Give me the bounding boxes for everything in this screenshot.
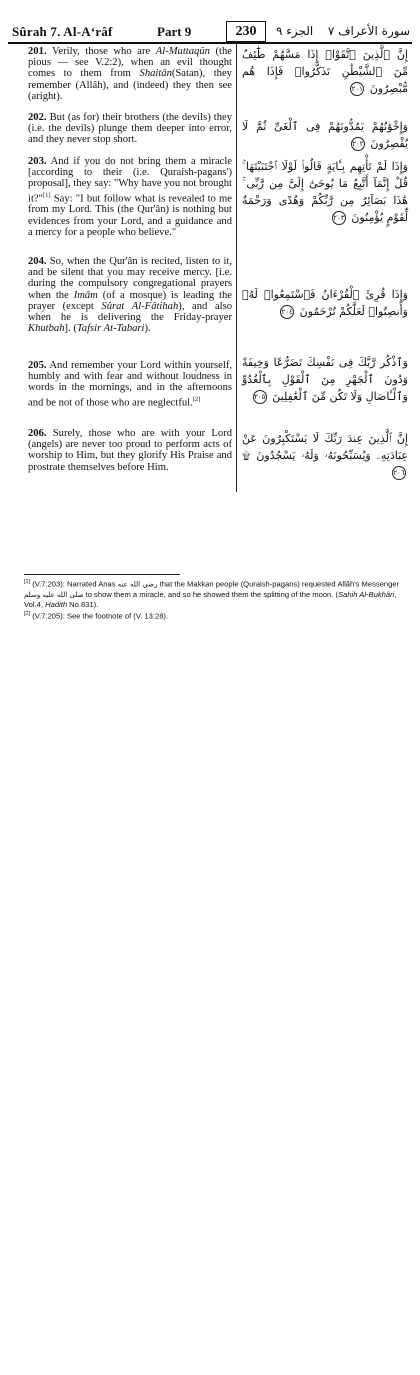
verse-text: ), and also when he is delivering the Friday-prayer xyxy=(28,300,233,324)
verse-text: ). xyxy=(144,323,151,335)
footnote-text: (V.7:205): See the footnote of (V. 13:28). xyxy=(32,611,169,621)
footnote-text: that the Makkan people (Quraish-pagans) requested Allâh's Messenger xyxy=(157,579,400,589)
footnote-source: Sahih Al-Bukhâri xyxy=(338,589,395,599)
verse-term: Sûrat Al-Fâtihah xyxy=(101,300,179,312)
english-verse-201 xyxy=(28,46,232,102)
arabic-verse-204 xyxy=(242,286,408,320)
verse-number: 205. xyxy=(28,360,47,371)
verse-number: 206. xyxy=(28,428,47,439)
arabic-juz-label: الجزء ٩ xyxy=(276,24,314,38)
arabic-verse-text: وَإِذَا لَمْ تَأْتِهِم بِـَٔايَةٍ قَالُوا۟ لَوْلَا ٱجْتَبَيْتَهَا ۚ قُلْ إِنَّمَآ أَتَّبِعُ مَا يُوحَىٰٓ إِلَىَّ مِن رَّبِّى ۚ هَٰذَا بَصَآئِرُ مِن رَّبِّكُمْ وَهُدًى وَرَحْمَةٌ لِّقَوْمٍ يُؤْمِنُونَ xyxy=(242,160,408,224)
verse-end-mark: ٢٠٤ xyxy=(280,305,294,319)
arabic-surah-title: سورة الأعراف ٧ xyxy=(327,24,410,38)
footnote-rule xyxy=(24,574,180,575)
arabic-verse-205 xyxy=(242,354,408,405)
footnote-1 xyxy=(24,578,404,610)
verse-number: 201. xyxy=(28,46,47,57)
page-number: 230 xyxy=(226,21,266,42)
footnote-ref: [2] xyxy=(192,395,201,403)
verse-term: Tafsir At-Tabari xyxy=(76,323,145,335)
footnote-arabic: صلى الله عليه وسلم xyxy=(24,590,84,599)
footnotes xyxy=(24,578,404,621)
verse-text: And if you do not bring them a miracle [according to their (i.e. Quraish-pagans') proposal], they say: "Why have you not brought it?" xyxy=(28,156,232,205)
verse-text: ]. ( xyxy=(64,323,77,335)
footnote-source: Hadith xyxy=(45,600,68,610)
arabic-verse-text: إِنَّ ٱلَّذِينَ ٱتَّقَوْا۟ إِذَا مَسَّهُمْ طَٰٓئِفٌ مِّنَ ٱلشَّيْطَٰنِ تَذَكَّرُوا۟ فَإِذَا هُم مُّبْصِرُونَ xyxy=(242,48,408,95)
verse-text: But (as for) their brothers (the devils) they (i.e. the devils) plunge them deeper into error, and they never stop short. xyxy=(28,112,232,146)
arabic-verse-201 xyxy=(242,46,408,97)
arabic-verse-text: وَإِخْوَٰنُهُمْ يَمُدُّونَهُمْ فِى ٱلْغَىِّ ثُمَّ لَا يُقْصِرُونَ xyxy=(242,120,408,150)
verse-end-mark: ٢٠٥ xyxy=(253,390,267,404)
english-verse-204 xyxy=(28,256,232,334)
arabic-verse-text: وَٱذْكُر رَّبَّكَ فِى نَفْسِكَ تَضَرُّعًا وَخِيفَةً وَدُونَ ٱلْجَهْرِ مِنَ ٱلْقَوْلِ بِٱلْغُدُوِّ وَٱلْـَٔاصَالِ وَلَا تَكُن مِّنَ ٱلْغَٰفِلِينَ xyxy=(242,356,408,403)
column-divider xyxy=(236,44,237,492)
arabic-verse-203 xyxy=(242,158,408,226)
verse-text: Surely, those who are with your Lord (angels) are never too proud to perform acts of worship to Him, but they glorify His Praise and prostrate themselves before Him. xyxy=(28,428,232,473)
verse-text: So, when the Qur'ân is recited, listen to it, and be silent that you may receive mercy. [i.e. during the compulsory congregational prayers when the xyxy=(28,256,232,301)
english-verse-202 xyxy=(28,112,232,146)
footnote-marker: [2] xyxy=(24,610,31,617)
verse-end-mark: ٢٠١ xyxy=(350,82,364,96)
footnote-text: to show them a miracle, and so he showed them the splitting of the moon. ( xyxy=(83,589,339,599)
verse-end-mark: ٢٠٦ xyxy=(392,466,406,480)
footnote-marker: [1] xyxy=(24,579,31,585)
verse-text: (the pious — see V.2:2), when an evil thought comes to them from xyxy=(28,46,232,80)
verse-text: Verily, those who are xyxy=(51,46,156,57)
verse-term: Imâm xyxy=(73,289,98,301)
arabic-verse-text: وَإِذَا قُرِئَ ٱلْقُرْءَانُ فَٱسْتَمِعُوا۟ لَهُۥ وَأَنصِتُوا۟ لَعَلَّكُمْ تُرْحَمُونَ xyxy=(242,288,408,318)
footnote-ref: [1] xyxy=(42,191,51,199)
footnote-text: (V.7:203): Narrated Anas xyxy=(32,579,118,589)
verse-text: (of a mosque) is leading the prayer (except xyxy=(28,289,232,312)
english-verse-203 xyxy=(28,156,232,238)
verse-term: Khutbah xyxy=(28,323,65,335)
verse-text: And remember your Lord within yourself, humbly and with fear and without loudness in words in the mornings, and in the afternoons and be not of those who are neglectful. xyxy=(28,360,232,409)
verse-end-mark: ٢٠٣ xyxy=(332,211,346,225)
page-header xyxy=(8,24,412,44)
verse-text: (Satan), they remember (Allâh), and (indeed) they then see (aright). xyxy=(28,68,232,102)
verse-text: Say: "I but follow what is revealed to me from my Lord. This (the Qur'ân) is nothing but evidences from your Lord, and a guidance and a mercy for a people who believe." xyxy=(28,193,232,238)
part-label: Part 9 xyxy=(157,24,192,39)
arabic-verse-202 xyxy=(242,118,408,152)
footnote-arabic: رضي الله عنه xyxy=(117,580,158,589)
english-verse-205 xyxy=(28,360,232,408)
surah-title: Sûrah 7. Al-A‘râf xyxy=(12,24,113,39)
footnote-text: No.831). xyxy=(67,600,99,610)
english-verse-206 xyxy=(28,428,232,473)
verse-term: Shaitân xyxy=(139,68,172,80)
footnote-text: , Vol.4, xyxy=(24,589,397,610)
arabic-verse-text: إِنَّ ٱلَّذِينَ عِندَ رَبِّكَ لَا يَسْتَكْبِرُونَ عَنْ عِبَادَتِهِۦ وَيُسَبِّحُونَهُۥ وَلَهُۥ يَسْجُدُونَ ۩ xyxy=(242,432,408,462)
verse-number: 202. xyxy=(28,112,47,123)
arabic-verse-206 xyxy=(242,430,408,481)
verse-term: Al-Muttaqûn xyxy=(155,46,210,57)
verse-number: 204. xyxy=(28,256,47,267)
footnote-2 xyxy=(24,610,404,621)
verse-number: 203. xyxy=(28,156,47,167)
verse-end-mark: ٢٠٢ xyxy=(351,137,365,151)
